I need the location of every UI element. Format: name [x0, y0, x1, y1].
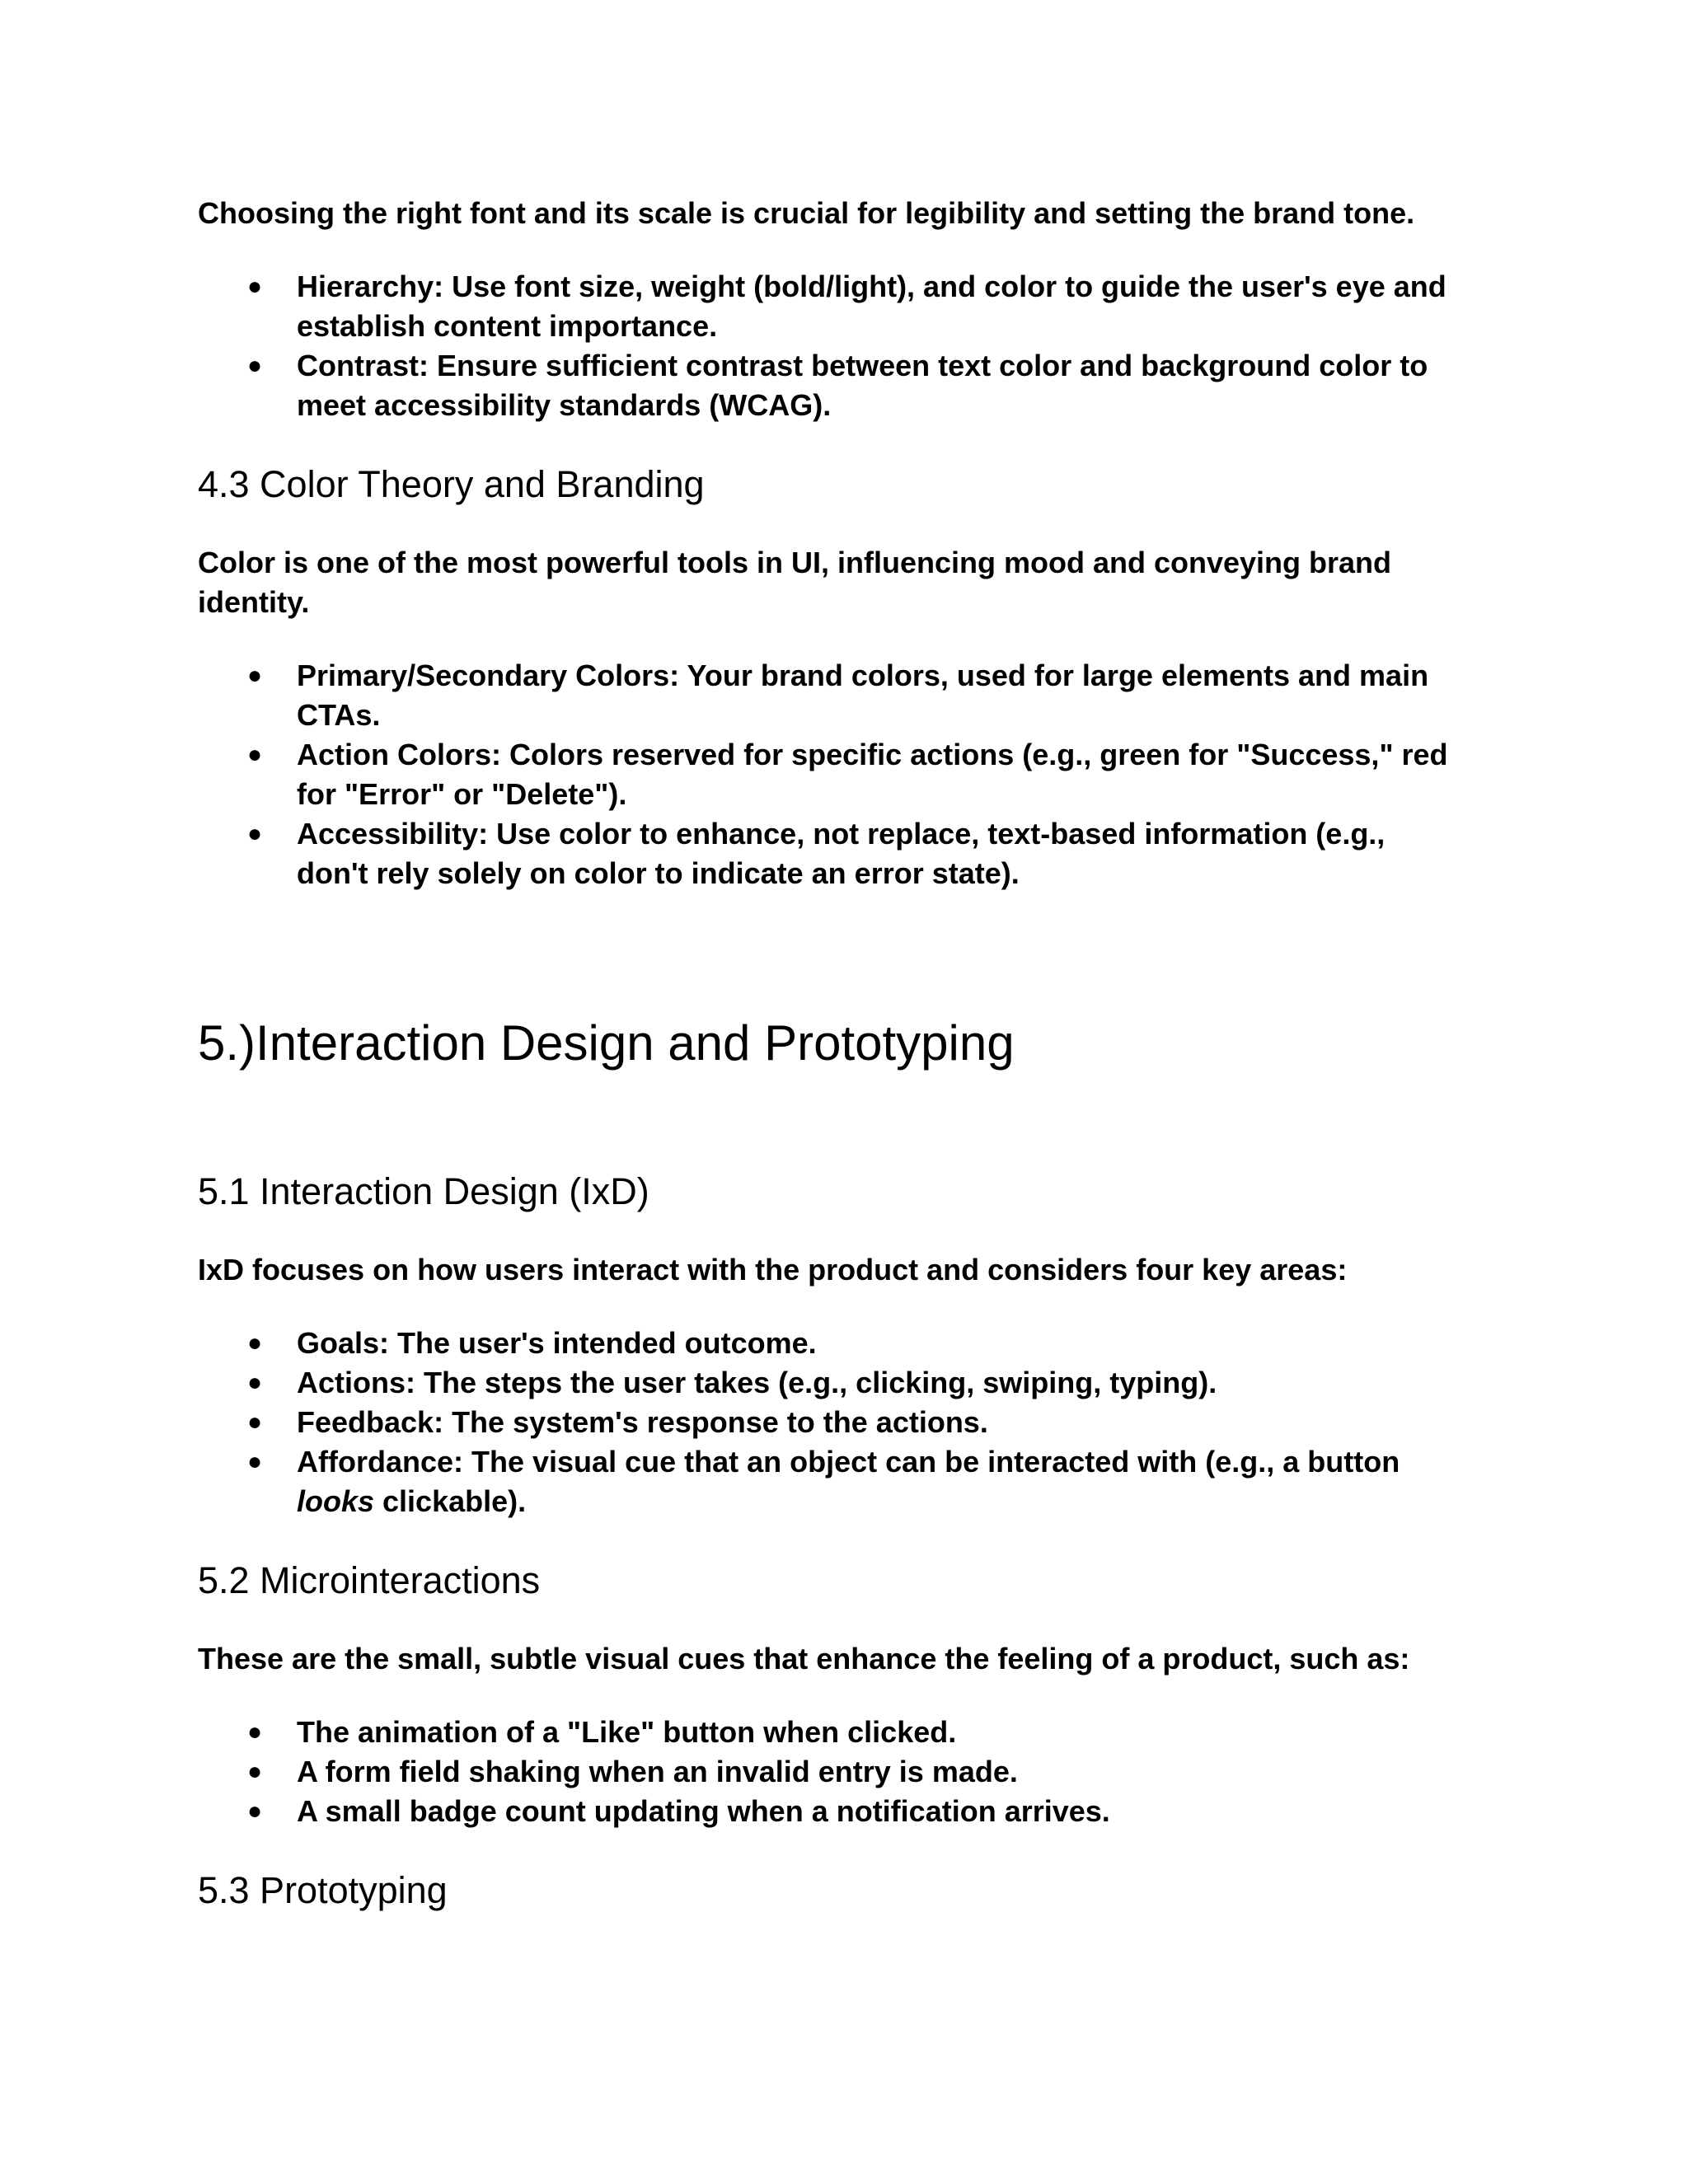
- list-item-text: Action Colors: Colors reserved for specific actions (e.g., green for "Success," red: [297, 738, 1448, 771]
- bullet-icon: ●: [247, 1758, 263, 1785]
- bullet-icon: ●: [247, 352, 263, 379]
- list-item-text: The animation of a "Like" button when clicked.: [297, 1715, 957, 1749]
- micro-intro: These are the small, subtle visual cues that enhance the feeling of a product, such as:: [198, 1642, 1410, 1675]
- section-heading-4-3: 4.3 Color Theory and Branding: [198, 463, 705, 505]
- bullet-icon: ●: [247, 1369, 263, 1396]
- section-heading-5-1: 5.1 Interaction Design (IxD): [198, 1170, 649, 1212]
- section-heading-5-3: 5.3 Prototyping: [198, 1869, 448, 1911]
- list-item-text-cont: establish content importance.: [297, 309, 718, 343]
- section-heading-5-2: 5.2 Microinteractions: [198, 1559, 541, 1601]
- bullet-icon: ●: [247, 1408, 263, 1436]
- list-item-text-cont: [297, 1482, 526, 1521]
- list-item-text: Actions: The steps the user takes (e.g., clicking, swiping, typing).: [297, 1366, 1217, 1399]
- list-item-text: Accessibility: Use color to enhance, not replace, text-based information (e.g.,: [297, 817, 1386, 851]
- list-item-text: Hierarchy: Use font size, weight (bold/light), and color to guide the user's eye and: [297, 269, 1447, 303]
- list-item-text: Feedback: The system's response to the actions.: [297, 1405, 988, 1439]
- list-item-text: Primary/Secondary Colors: Your brand colors, used for large elements and main: [297, 658, 1429, 692]
- emphasis-text: looks: [297, 1484, 375, 1518]
- bullet-icon: ●: [247, 1797, 263, 1825]
- list-item-text-rest: clickable).: [374, 1484, 527, 1518]
- bullet-icon: ●: [247, 820, 263, 847]
- list-item-text-cont: don't rely solely on color to indicate an error state).: [297, 856, 1020, 890]
- list-item-text: A small badge count updating when a notification arrives.: [297, 1794, 1110, 1828]
- ixd-intro: IxD focuses on how users interact with the product and considers four key areas:: [198, 1253, 1348, 1286]
- color-intro-line2: identity.: [198, 585, 310, 619]
- color-intro-line1: Color is one of the most powerful tools in UI, influencing mood and conveying brand: [198, 546, 1392, 579]
- list-item-text-cont: meet accessibility standards (WCAG).: [297, 388, 832, 422]
- list-item-text: Contrast: Ensure sufficient contrast between text color and background color to: [297, 349, 1428, 382]
- list-item-text: Affordance: The visual cue that an object can be interacted with (e.g., a button: [297, 1445, 1400, 1479]
- chapter-title: 5.)Interaction Design and Prototyping: [198, 1015, 1015, 1071]
- bullet-icon: ●: [247, 662, 263, 689]
- bullet-icon: ●: [247, 741, 263, 768]
- bullet-icon: ●: [247, 273, 263, 300]
- typography-intro: Choosing the right font and its scale is crucial for legibility and setting the brand tone.: [198, 196, 1415, 230]
- list-item-text: Goals: The user's intended outcome.: [297, 1326, 817, 1360]
- list-item-text-cont: CTAs.: [297, 698, 381, 732]
- bullet-icon: ●: [247, 1718, 263, 1746]
- list-item-text: A form field shaking when an invalid entry is made.: [297, 1755, 1018, 1788]
- list-item-text-cont: for "Error" or "Delete").: [297, 777, 627, 811]
- bullet-icon: ●: [247, 1448, 263, 1475]
- bullet-icon: ●: [247, 1329, 263, 1357]
